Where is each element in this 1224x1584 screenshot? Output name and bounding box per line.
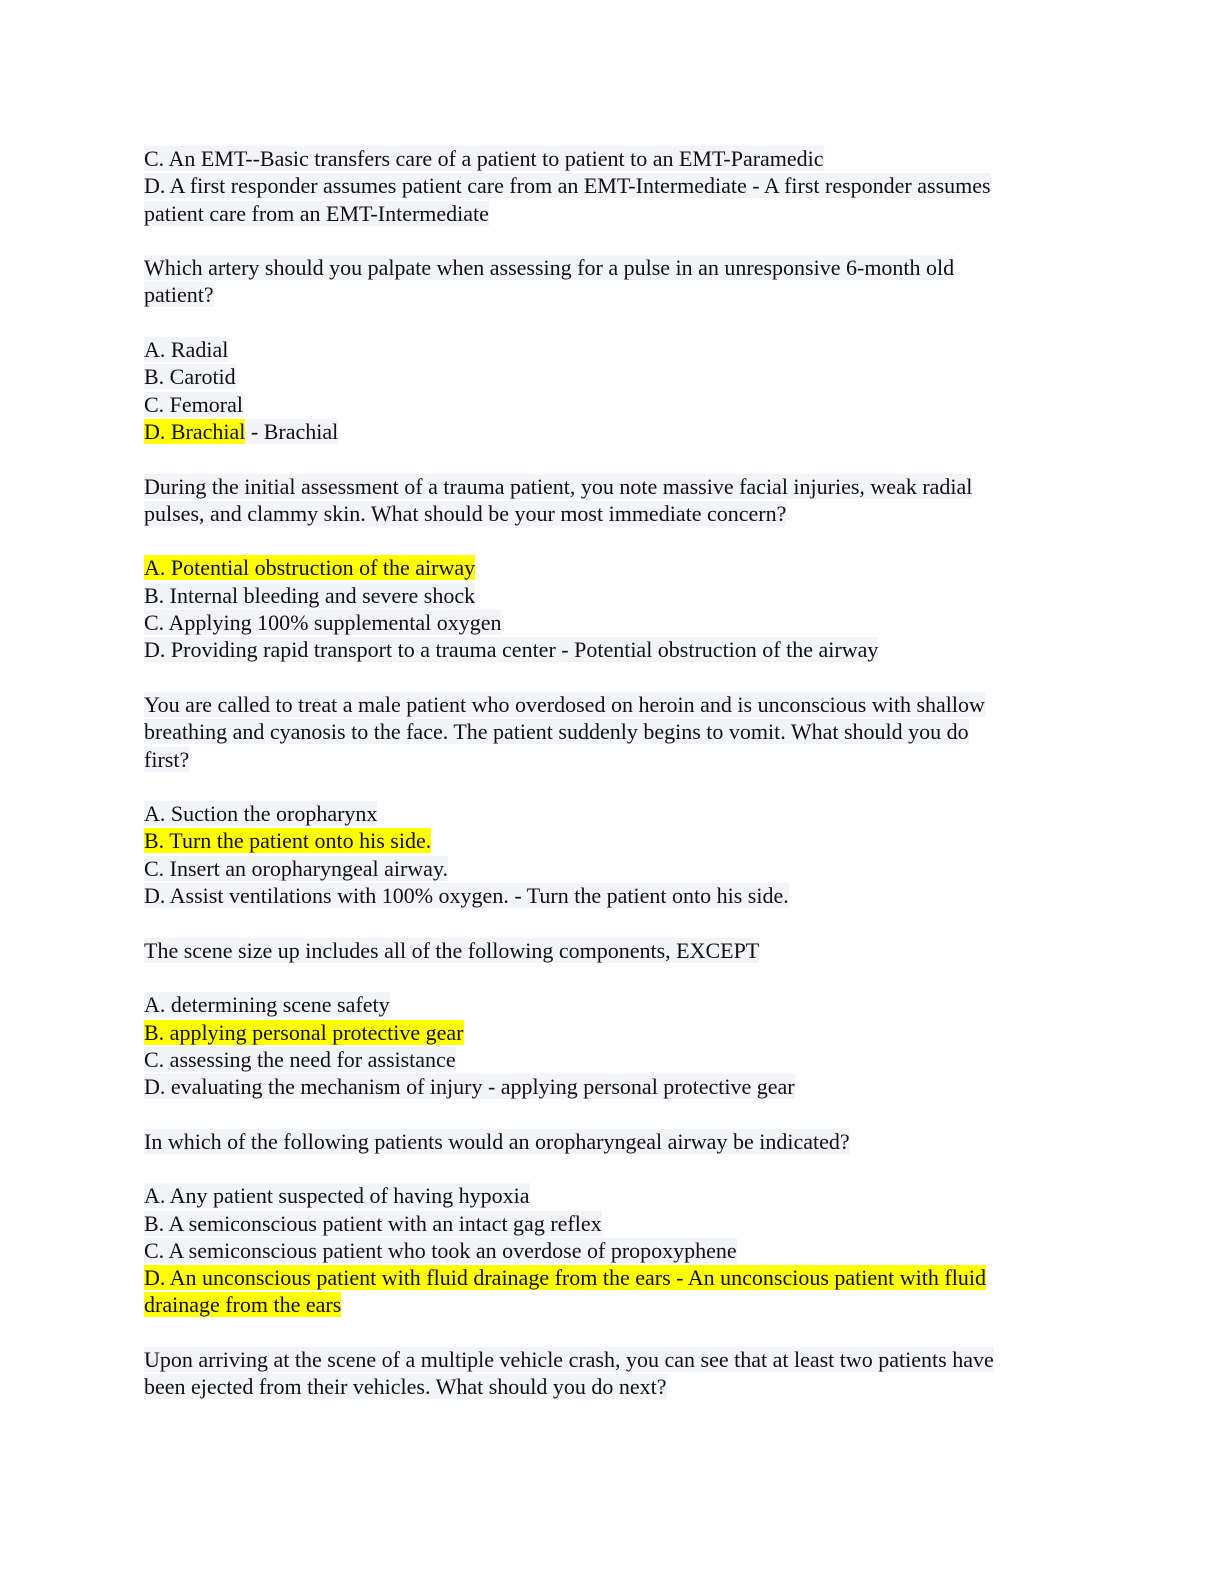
text-segment: B. A semiconscious patient with an intact gag reflex xyxy=(144,1210,602,1236)
text-segment: D. Providing rapid transport to a trauma center - Potential obstruction of the airway xyxy=(144,637,879,663)
text-block xyxy=(144,336,1080,445)
text-segment: B. Carotid xyxy=(144,364,236,390)
text-line xyxy=(144,582,1080,609)
text-line xyxy=(144,937,1080,964)
highlighted-answer-text: D. Brachial xyxy=(144,418,246,444)
text-block xyxy=(144,800,1080,909)
highlighted-answer-text: B. Turn the patient onto his side. xyxy=(144,828,432,854)
text-block xyxy=(144,145,1080,227)
text-segment: pulses, and clammy skin. What should be your most immediate concern? xyxy=(144,500,787,526)
text-line xyxy=(144,1128,1080,1155)
text-segment: patient? xyxy=(144,282,214,308)
text-segment: C. A semiconscious patient who took an overdose of propoxyphene xyxy=(144,1237,737,1263)
text-block xyxy=(144,991,1080,1100)
text-line xyxy=(144,609,1080,636)
highlighted-answer-text: D. An unconscious patient with fluid drainage from the ears - An unconscious patient with fluid xyxy=(144,1265,986,1291)
text-line xyxy=(144,855,1080,882)
text-segment: patient care from an EMT-Intermediate xyxy=(144,200,489,226)
text-segment: D. evaluating the mechanism of injury - applying personal protective gear xyxy=(144,1074,795,1100)
text-line xyxy=(144,1237,1080,1264)
text-block xyxy=(144,937,1080,964)
text-segment: been ejected from their vehicles. What should you do next? xyxy=(144,1374,667,1400)
text-line xyxy=(144,1210,1080,1237)
text-segment: D. A first responder assumes patient care from an EMT-Intermediate - A first responder assumes xyxy=(144,173,991,199)
text-segment: D. Assist ventilations with 100% oxygen. - Turn the patient onto his side. xyxy=(144,883,789,909)
text-segment: During the initial assessment of a trauma patient, you note massive facial injuries, weak radial xyxy=(144,473,973,499)
highlighted-answer-text: drainage from the ears xyxy=(144,1292,342,1318)
text-segment: A. Any patient suspected of having hypoxia xyxy=(144,1183,530,1209)
text-line xyxy=(144,254,1080,281)
text-segment: Which artery should you palpate when assessing for a pulse in an unresponsive 6-month old xyxy=(144,255,955,281)
highlighted-answer-text: A. Potential obstruction of the airway xyxy=(144,555,476,581)
text-line xyxy=(144,1346,1080,1373)
text-segment: A. Suction the oropharynx xyxy=(144,801,378,827)
text-block xyxy=(144,1182,1080,1318)
text-segment: C. Applying 100% supplemental oxygen xyxy=(144,610,502,636)
text-line xyxy=(144,473,1080,500)
text-line xyxy=(144,1264,1080,1291)
text-line xyxy=(144,691,1080,718)
text-block xyxy=(144,473,1080,528)
text-line xyxy=(144,1019,1080,1046)
text-line xyxy=(144,636,1080,663)
text-block xyxy=(144,554,1080,663)
text-segment: C. Femoral xyxy=(144,391,243,417)
text-segment: B. Internal bleeding and severe shock xyxy=(144,582,476,608)
text-segment: breathing and cyanosis to the face. The patient suddenly begins to vomit. What should you do xyxy=(144,719,969,745)
text-block xyxy=(144,691,1080,773)
text-segment: first? xyxy=(144,746,190,772)
text-line xyxy=(144,1291,1080,1318)
text-line xyxy=(144,882,1080,909)
text-line xyxy=(144,1373,1080,1400)
text-line xyxy=(144,1046,1080,1073)
text-segment: A. determining scene safety xyxy=(144,992,390,1018)
text-segment: In which of the following patients would an oropharyngeal airway be indicated? xyxy=(144,1128,850,1154)
text-line xyxy=(144,827,1080,854)
text-line xyxy=(144,554,1080,581)
text-line xyxy=(144,172,1080,199)
text-block xyxy=(144,1128,1080,1155)
text-line xyxy=(144,1182,1080,1209)
text-segment: C. An EMT--Basic transfers care of a patient to patient to an EMT-Paramedic xyxy=(144,146,824,171)
text-line xyxy=(144,800,1080,827)
text-line xyxy=(144,991,1080,1018)
text-line xyxy=(144,718,1080,745)
highlighted-answer-text: B. applying personal protective gear xyxy=(144,1019,464,1045)
text-segment: C. assessing the need for assistance xyxy=(144,1046,456,1072)
document-page xyxy=(144,145,1080,1428)
text-line xyxy=(144,145,1080,172)
text-line xyxy=(144,363,1080,390)
text-line xyxy=(144,418,1080,445)
text-segment: Upon arriving at the scene of a multiple vehicle crash, you can see that at least two patients have xyxy=(144,1347,994,1373)
text-line xyxy=(144,500,1080,527)
text-segment: A. Radial xyxy=(144,337,229,363)
text-segment: You are called to treat a male patient who overdosed on heroin and is unconscious with shallow xyxy=(144,691,985,717)
text-segment: The scene size up includes all of the following components, EXCEPT xyxy=(144,937,760,963)
text-line xyxy=(144,281,1080,308)
text-block xyxy=(144,1346,1080,1401)
text-line xyxy=(144,1073,1080,1100)
text-line xyxy=(144,336,1080,363)
text-block xyxy=(144,254,1080,309)
text-segment: - Brachial xyxy=(245,418,339,444)
text-line xyxy=(144,746,1080,773)
text-segment: C. Insert an oropharyngeal airway. xyxy=(144,855,449,881)
text-line xyxy=(144,391,1080,418)
text-line xyxy=(144,200,1080,227)
